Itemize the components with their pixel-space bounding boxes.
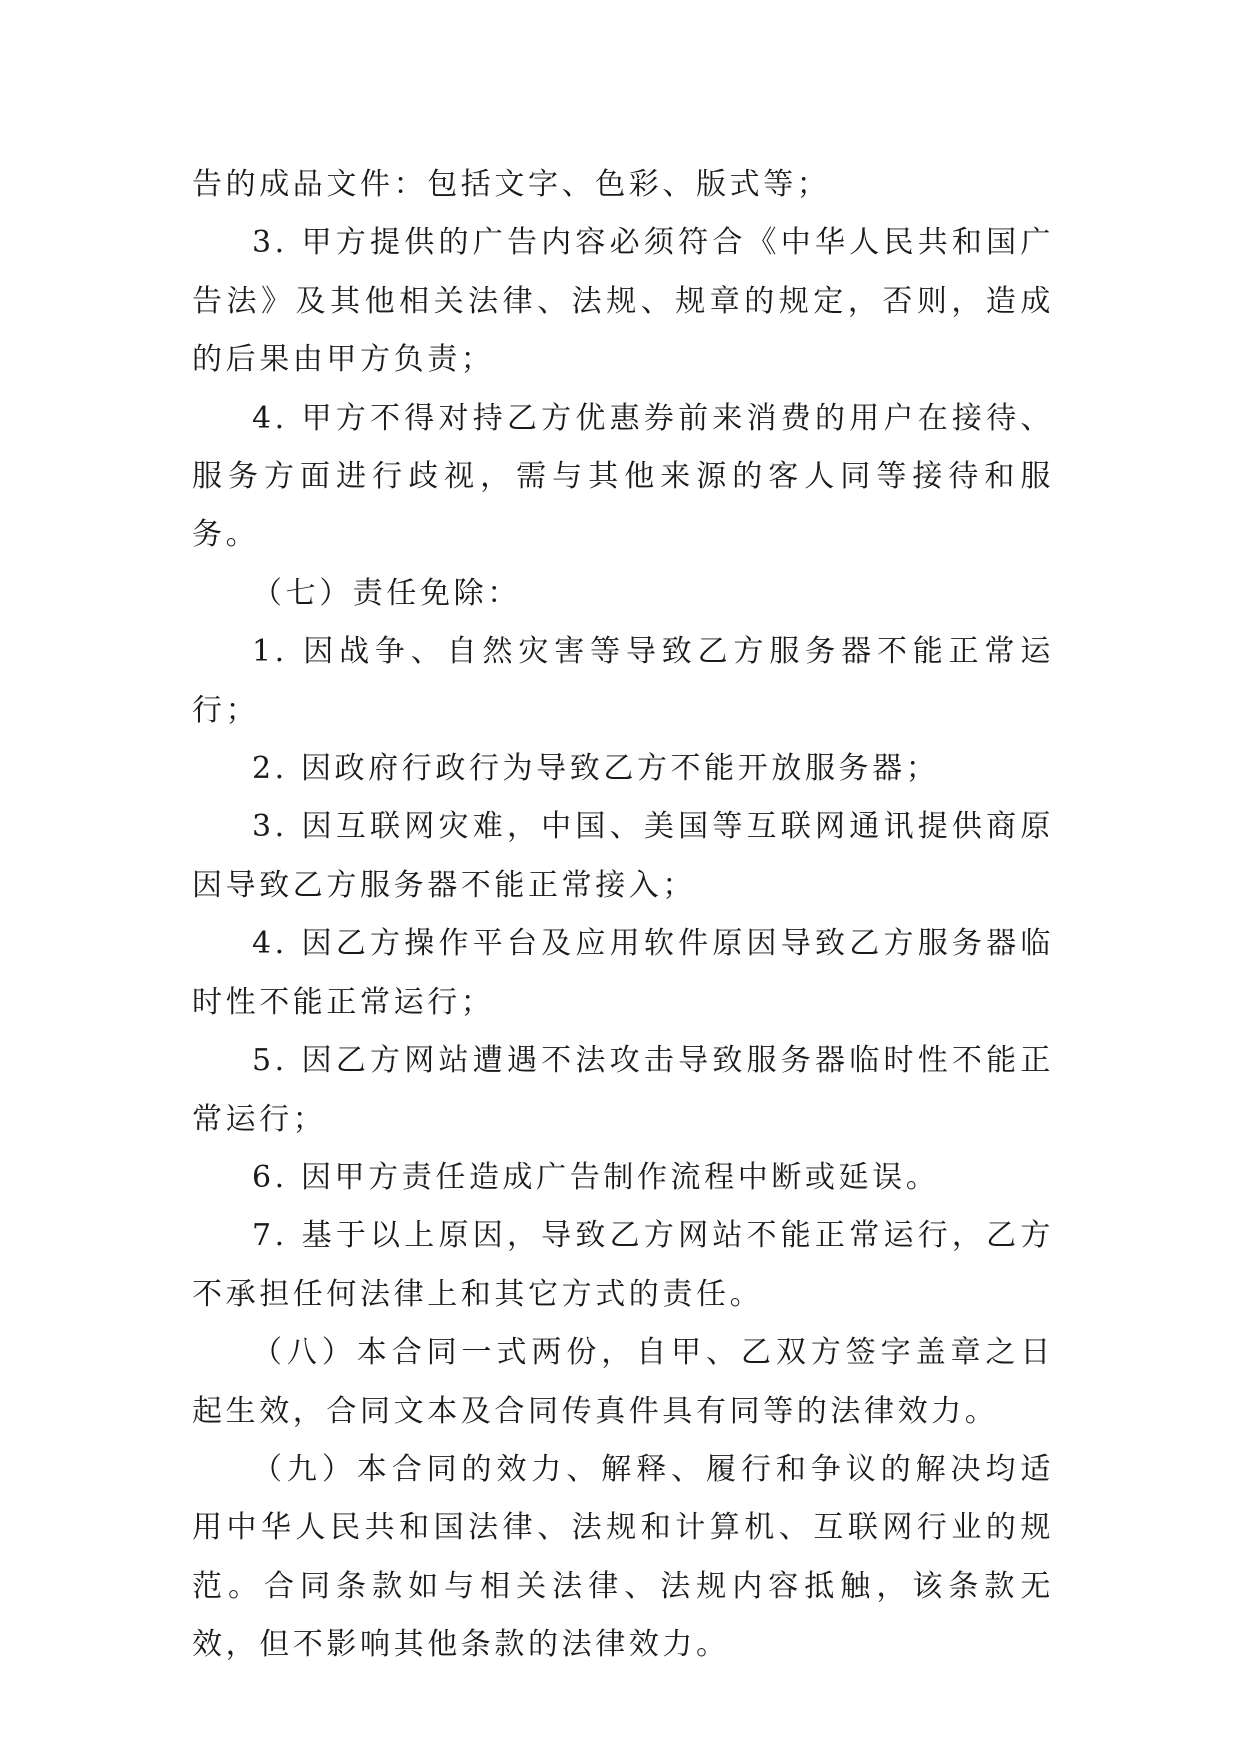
clause-7-1: 1. 因战争、自然灾害等导致乙方服务器不能正常运行； — [192, 634, 1054, 728]
paragraph-continuation: 告的成品文件：包括文字、色彩、版式等； — [192, 167, 831, 202]
clause-7-3: 3. 因互联网灾难，中国、美国等互联网通讯提供商原因导致乙方服务器不能正常接入； — [192, 809, 1054, 903]
clause-7-5: 5. 因乙方网站遭遇不法攻击导致服务器临时性不能正常运行； — [192, 1043, 1054, 1137]
clause-7-2: 2. 因政府行政行为导致乙方不能开放服务器； — [252, 751, 940, 787]
section-7-heading: （七）责任免除： — [252, 575, 521, 611]
clause-6-4: 4. 甲方不得对持乙方优惠券前来消费的用户在接待、服务方面进行歧视，需与其他来源的客人同等接待和服务。 — [192, 400, 1054, 553]
section-8: （八）本合同一式两份，自甲、乙双方签字盖章之日起生效，合同文本及合同传真件具有同等的法律效力。 — [192, 1335, 1054, 1429]
clause-7-6: 6. 因甲方责任造成广告制作流程中断或延误。 — [252, 1159, 940, 1195]
clause-7-7: 7. 基于以上原因，导致乙方网站不能正常运行，乙方不承担任何法律上和其它方式的责任。 — [192, 1218, 1054, 1312]
document-body — [192, 156, 1054, 1675]
section-9: （九）本合同的效力、解释、履行和争议的解决均适用中华人民共和国法律、法规和计算机、互联网行业的规范。合同条款如与相关法律、法规内容抵触，该条款无效，但不影响其他条款的法律效力。 — [192, 1451, 1054, 1663]
clause-7-4: 4. 因乙方操作平台及应用软件原因导致乙方服务器临时性不能正常运行； — [192, 926, 1054, 1020]
clause-6-3: 3. 甲方提供的广告内容必须符合《中华人民共和国广告法》及其他相关法律、法规、规章的规定，否则，造成的后果由甲方负责； — [192, 225, 1054, 378]
